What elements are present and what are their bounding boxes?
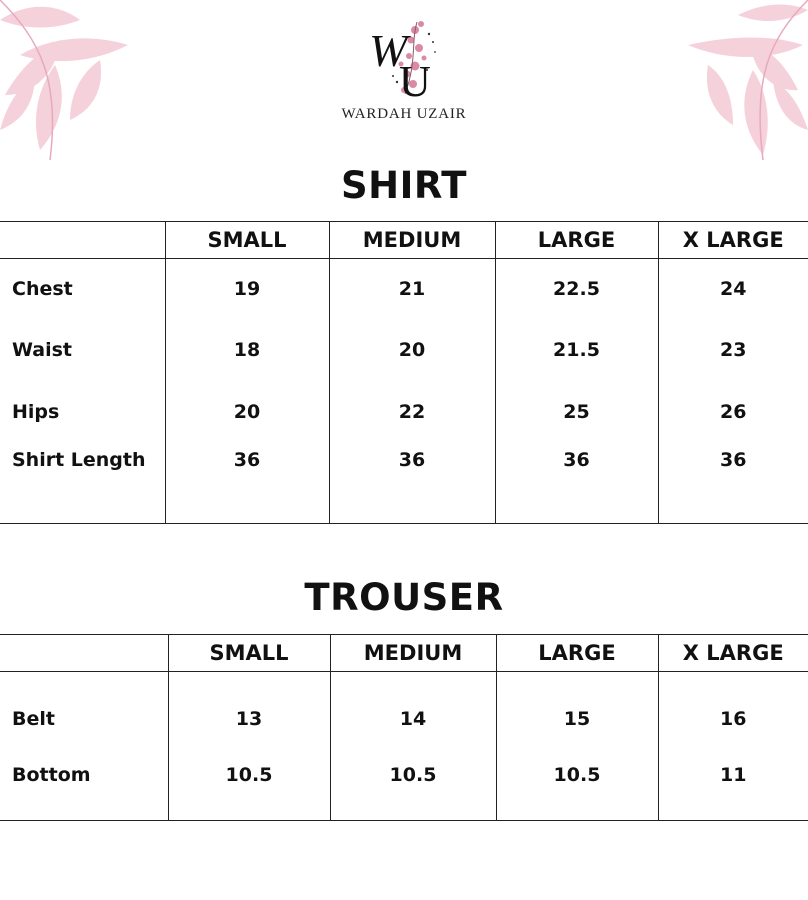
table-cell: 13 [168,672,330,759]
header-cell-medium: MEDIUM [330,635,496,672]
brand-logo [0,12,808,123]
header-cell-medium: MEDIUM [329,222,495,259]
table-row [0,259,808,320]
table-cell: 20 [165,381,329,443]
row-label-shirt-length: Shirt Length [0,443,165,524]
table-cell: 36 [165,443,329,524]
table-cell: 26 [658,381,808,443]
table-cell: 10.5 [496,758,658,821]
table-cell: 14 [330,672,496,759]
table-row [0,443,808,524]
table-cell: 24 [658,259,808,320]
table-cell: 21 [329,259,495,320]
table-cell: 10.5 [330,758,496,821]
table-cell: 19 [165,259,329,320]
table-cell: 21.5 [495,319,658,381]
shirt-section-title: SHIRT [341,164,467,207]
table-cell: 25 [495,381,658,443]
svg-text:W: W [369,25,408,76]
logo-monogram-icon [349,12,459,104]
shirt-size-table [0,221,808,524]
table-row [0,319,808,381]
row-label-chest: Chest [0,259,165,320]
header-cell-blank [0,222,165,259]
header-cell-large: LARGE [496,635,658,672]
row-label-waist: Waist [0,319,165,381]
trouser-size-table [0,634,808,821]
svg-text:U: U [399,57,431,104]
table-cell: 20 [329,319,495,381]
table-cell: 18 [165,319,329,381]
header-cell-x-large: X LARGE [658,222,808,259]
header-cell-x-large: X LARGE [658,635,808,672]
row-label-bottom: Bottom [0,758,168,821]
table-row [0,758,808,821]
table-cell: 36 [329,443,495,524]
table-cell: 36 [495,443,658,524]
table-cell: 22 [329,381,495,443]
brand-name: WARDAH UZAIR [341,106,467,122]
table-row [0,381,808,443]
header-cell-small: SMALL [165,222,329,259]
header-cell-large: LARGE [495,222,658,259]
table-cell: 11 [658,758,808,821]
table-cell: 23 [658,319,808,381]
table-cell: 22.5 [495,259,658,320]
table-cell: 15 [496,672,658,759]
table-cell: 36 [658,443,808,524]
header-cell-blank [0,635,168,672]
table-cell: 16 [658,672,808,759]
header-cell-small: SMALL [168,635,330,672]
trouser-section-title: TROUSER [304,576,504,619]
table-row [0,672,808,759]
table-header-row [0,635,808,672]
row-label-hips: Hips [0,381,165,443]
table-header-row [0,222,808,259]
row-label-belt: Belt [0,672,168,759]
table-cell: 10.5 [168,758,330,821]
